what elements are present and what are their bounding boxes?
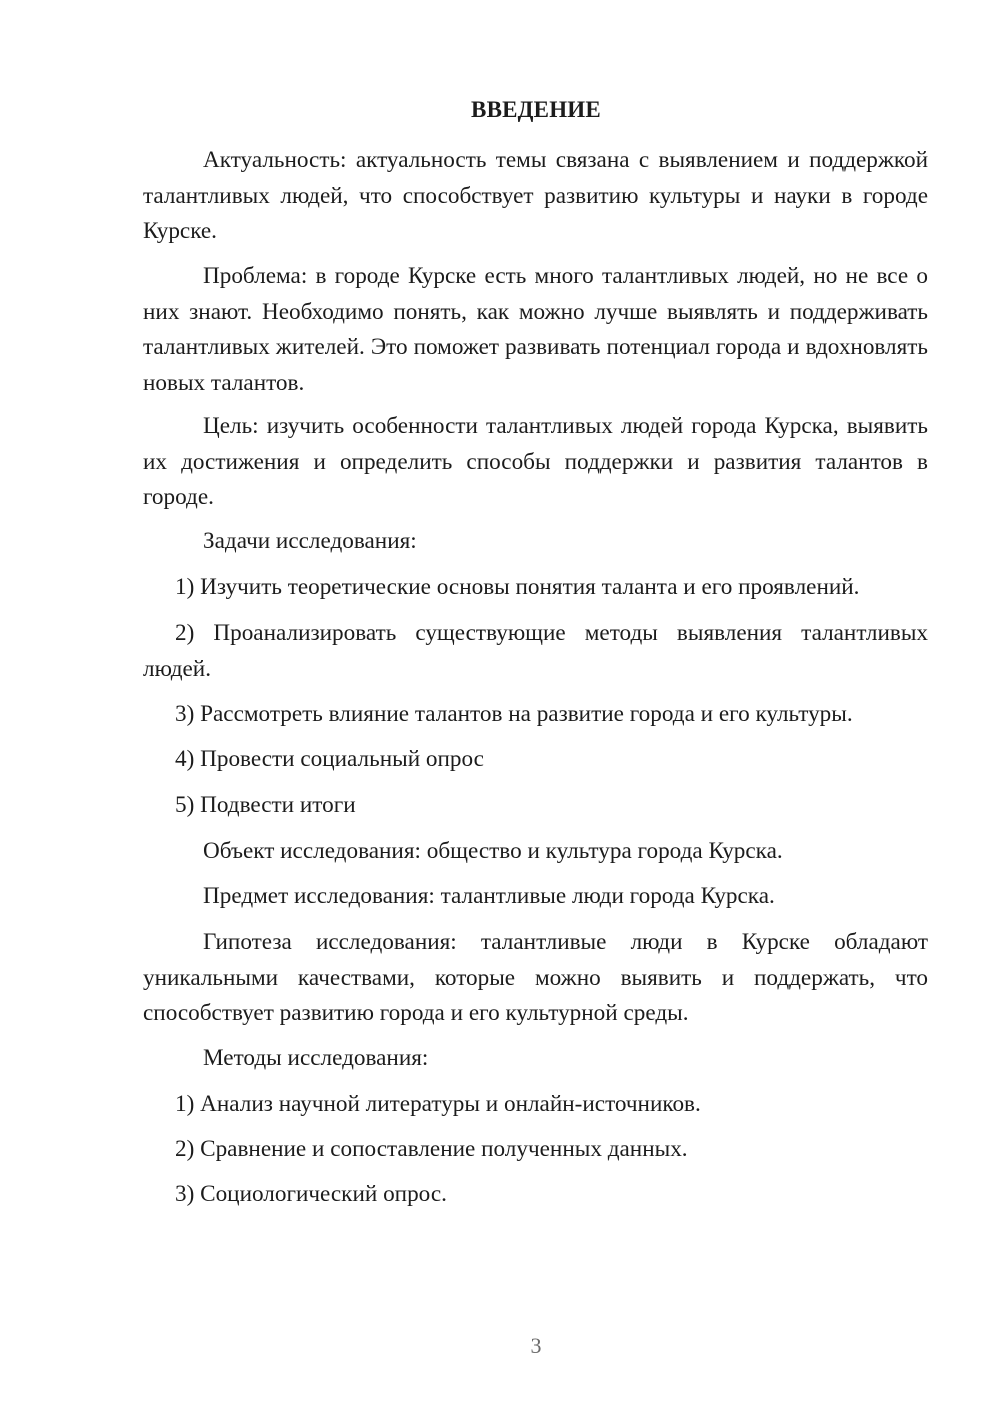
goal-paragraph: Цель: изучить особенности талантливых людей города Курска, выявить их достижения и определить способы поддержки и развития талантов в городе. — [143, 413, 928, 510]
hypothesis-paragraph: Гипотеза исследования: талантливые люди в Курске обладают уникальными качествами, которые можно выявить и поддержать, что способствует развитию города и его культурной среды. — [143, 929, 928, 1026]
relevance-paragraph: Актуальность: актуальность темы связана с выявлением и поддержкой талантливых людей, что способствует развитию культуры и науки в городе Курске. — [143, 147, 928, 244]
method-item: 3) Социологический опрос. — [175, 1181, 447, 1207]
method-item: 2) Сравнение и сопоставление полученных данных. — [175, 1136, 688, 1162]
object-paragraph: Объект исследования: общество и культура города Курска. — [203, 838, 783, 864]
problem-paragraph: Проблема: в городе Курске есть много талантливых людей, но не все о них знают. Необходимо понять, как можно лучше выявлять и поддерживать талантливых жителей. Это поможет развивать потенциал города и вдохновлять новых талантов. — [143, 263, 928, 396]
methods-title: Методы исследования: — [203, 1045, 429, 1071]
task-item: 4) Провести социальный опрос — [175, 746, 484, 772]
task-item: 2) Проанализировать существующие методы выявления талантливых людей. — [143, 620, 928, 682]
page-number: 3 — [530, 1333, 542, 1358]
method-item: 1) Анализ научной литературы и онлайн-источников. — [175, 1091, 701, 1117]
task-item: 1) Изучить теоретические основы понятия таланта и его проявлений. — [175, 574, 860, 600]
section-heading: ВВЕДЕНИЕ — [471, 97, 601, 122]
subject-paragraph: Предмет исследования: талантливые люди города Курска. — [203, 883, 775, 909]
task-item: 5) Подвести итоги — [175, 792, 356, 818]
task-item: 3) Рассмотреть влияние талантов на развитие города и его культуры. — [175, 701, 853, 727]
tasks-title: Задачи исследования: — [203, 528, 417, 554]
